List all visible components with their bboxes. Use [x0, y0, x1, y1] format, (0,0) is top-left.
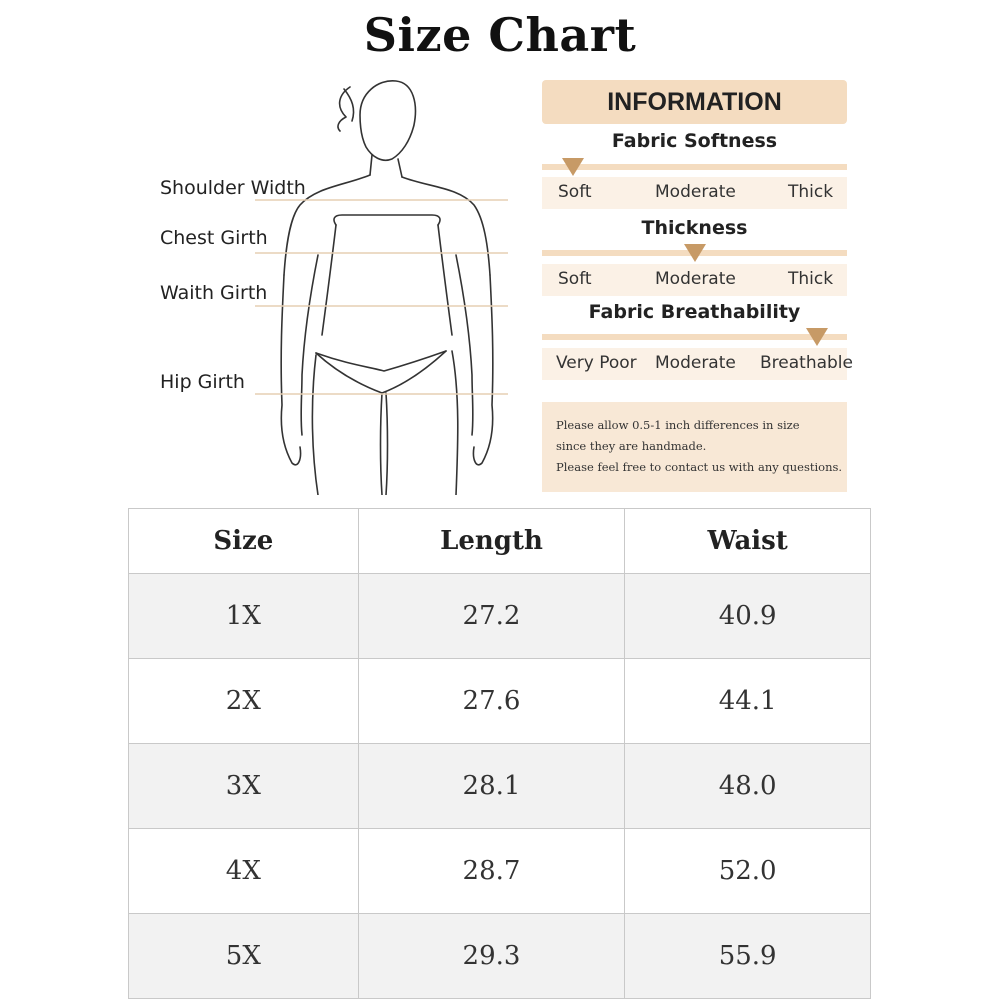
note-line: Please allow 0.5-1 inch differences in size [556, 418, 800, 432]
scale-label: Very Poor [556, 353, 637, 373]
cell-size: 5X [129, 914, 359, 999]
table-row [129, 659, 871, 744]
table-row [129, 914, 871, 999]
header-waist: Waist [625, 509, 871, 574]
cell-length: 28.1 [358, 744, 625, 829]
scale-label: Moderate [655, 182, 736, 202]
header-size: Size [129, 509, 359, 574]
cell-size: 4X [129, 829, 359, 914]
thickness-labels [542, 264, 847, 296]
scale-label: Thick [788, 182, 834, 202]
cell-length: 27.2 [358, 574, 625, 659]
cell-size: 3X [129, 744, 359, 829]
hip-girth-label: Hip Girth [160, 371, 245, 393]
table-row [129, 574, 871, 659]
scale-label: Soft [558, 269, 592, 289]
cell-length: 28.7 [358, 829, 625, 914]
cell-waist: 52.0 [625, 829, 871, 914]
scale-label: Soft [558, 182, 592, 202]
body-figure [0, 75, 530, 495]
page-title: Size Chart [363, 8, 637, 62]
cell-size: 1X [129, 574, 359, 659]
shoulder-width-label: Shoulder Width [160, 177, 306, 199]
cell-waist: 48.0 [625, 744, 871, 829]
fabric-breathability-marker-icon [806, 328, 828, 346]
scale-label: Thick [788, 269, 834, 289]
thickness-title: Thickness [641, 217, 748, 239]
table-row [129, 829, 871, 914]
information-header: INFORMATION [542, 80, 847, 124]
fabric-softness-title: Fabric Softness [611, 130, 778, 152]
fabric-breathability-title: Fabric Breathability [588, 301, 801, 323]
table-row [129, 744, 871, 829]
table-header-row [129, 509, 871, 574]
fabric-softness-bar [542, 164, 847, 170]
fabric-breathability-bar [542, 334, 847, 340]
cell-waist: 40.9 [625, 574, 871, 659]
cell-waist: 44.1 [625, 659, 871, 744]
scale-label: Moderate [655, 269, 736, 289]
waist-girth-label: Waith Girth [160, 282, 268, 304]
size-table [128, 508, 871, 999]
chest-girth-label: Chest Girth [160, 227, 268, 249]
scale-label: Moderate [655, 353, 736, 373]
thickness-marker-icon [684, 244, 706, 262]
handmade-note [542, 402, 847, 492]
fabric-softness-labels [542, 177, 847, 209]
fabric-softness-marker-icon [562, 158, 584, 176]
fabric-breathability-labels [542, 348, 853, 380]
cell-length: 27.6 [358, 659, 625, 744]
cell-waist: 55.9 [625, 914, 871, 999]
note-line: since they are handmade. [556, 439, 707, 453]
cell-size: 2X [129, 659, 359, 744]
header-length: Length [358, 509, 625, 574]
scale-label: Breathable [760, 353, 853, 373]
note-line: Please feel free to contact us with any questions. [556, 460, 843, 474]
cell-length: 29.3 [358, 914, 625, 999]
